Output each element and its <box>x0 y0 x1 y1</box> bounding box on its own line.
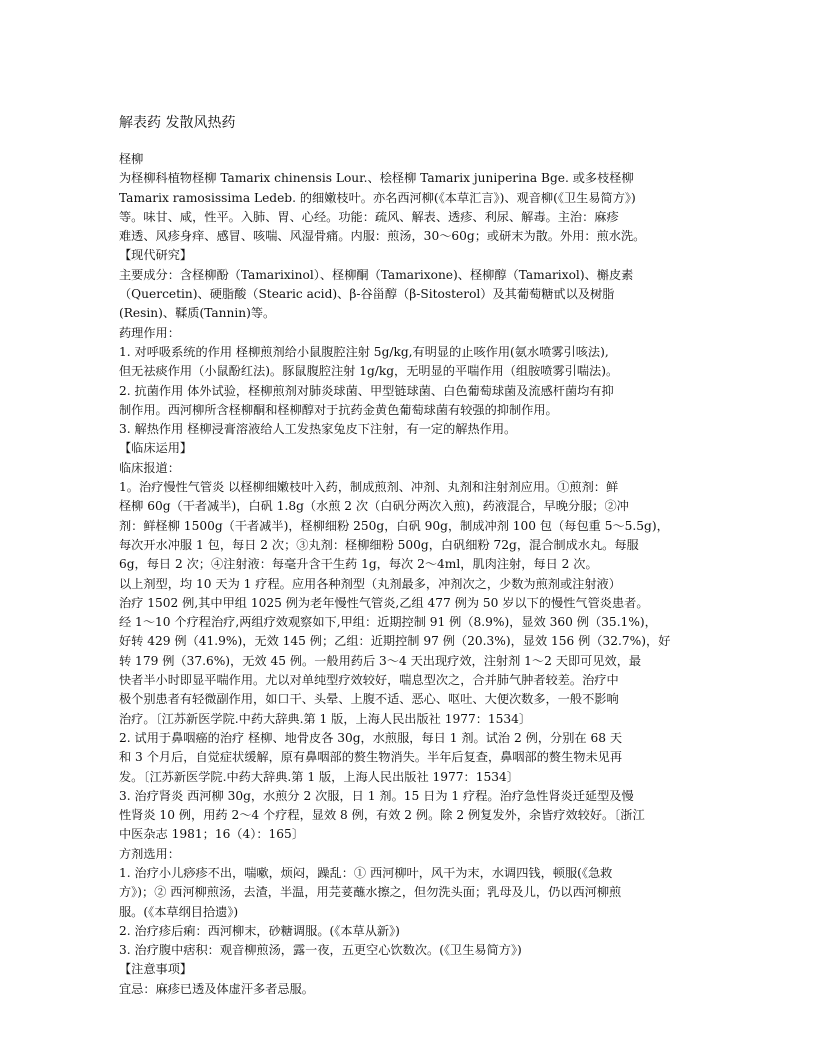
text-line: 方》)；② 西河柳煎汤，去渣，半温，用芫荽蘸水擦之，但勿洗头面；乳母及儿，仍以西河柳煎 <box>119 885 622 900</box>
text-line: Tamarix ramosissima Ledeb. 的细嫩枝叶。亦名西河柳(《本草汇言》)、观音柳(《卫生易简方》) <box>119 190 636 205</box>
text-line: 经 1～10 个疗程治疗,两组疗效观察如下,甲组：近期控制 91 例（8.9%)，显效 360 例（35.1%)， <box>119 615 657 630</box>
text-line: 为柽柳科植物柽柳 Tamarix chinensis Lour.、桧柽柳 Tamarix juniperina Bge. 或多枝柽柳 <box>119 171 634 186</box>
text-line: 2. 试用于鼻咽癌的治疗 柽柳、地骨皮各 30g，水煎服，每日 1 剂。试治 2 例，分别在 68 天 <box>119 730 623 745</box>
text-line: 6g，每日 2 次；④注射液：每毫升含干生药 1g，每次 2～4ml，肌肉注射，每日 2 次。 <box>119 557 598 572</box>
text-line: 【临床运用】 <box>119 441 193 456</box>
text-line: 剂：鲜柽柳 1500g（干者减半)，柽柳细粉 250g，白矾 90g，制成冲剂 100 包（每包重 5～5.5g)， <box>119 518 669 533</box>
text-line: 柽柳 60g（干者减半)，白矾 1.8g（水煎 2 次（白矾分两次入煎)，药液混合，早晚分服；②冲 <box>119 499 629 514</box>
text-line: 但无祛痰作用（小鼠酚红法)。豚鼠腹腔注射 1g/kg，无明显的平喘作用（组胺喷雾引喘法)。 <box>119 364 619 379</box>
text-line: 治疗。〔江苏新医学院.中药大辞典.第 1 版，上海人民出版社 1977：1534〕 <box>119 711 532 726</box>
text-line: 制作用。西河柳所含柽柳酮和柽柳醇对于抗药金黄色葡萄球菌有较强的抑制作用。 <box>119 402 558 417</box>
text-line: 好转 429 例（41.9%)，无效 145 例；乙组：近期控制 97 例（20.3%)，显效 156 例（32.7%)，好 <box>119 634 671 649</box>
text-line: 性肾炎 10 例，用药 2～4 个疗程，显效 8 例，有效 2 例。除 2 例复发外，余皆疗效较好。〔浙江 <box>119 808 645 823</box>
text-line: 主要成分：含柽柳酚（Tamarixinol）、柽柳酮（Tamarixone)、柽柳醇（Tamarixol)、槲皮素 <box>119 267 634 282</box>
text-line: 1. 治疗小儿痧疹不出，喘嗽，烦闷，躁乱：① 西河柳叶，风干为末，水调四钱，顿服(《急救 <box>119 865 613 880</box>
text-line: 3. 解热作用 柽柳浸膏溶液给人工发热家兔皮下注射，有一定的解热作用。 <box>119 422 517 437</box>
text-line: 方剂选用： <box>119 846 180 861</box>
text-line: 临床报道： <box>119 460 180 475</box>
text-line: 难透、风疹身痒、感冒、咳喘、风湿骨痛。内服：煎汤，30～60g；或研末为散。外用：煎水洗。 <box>119 229 646 244</box>
text-line: 3. 治疗肾炎 西河柳 30g，水煎分 2 次服，日 1 剂。15 日为 1 疗程。治疗急性肾炎迁延型及慢 <box>119 788 634 803</box>
text-line: （Quercetin)、硬脂酸（Stearic acid)、β-谷甾醇（β-Sitosterol）及其葡萄糖甙以及树脂 <box>119 287 615 302</box>
text-line: 服。(《本草纲目拾遗》) <box>119 904 239 919</box>
text-line: 2. 抗菌作用 体外试验，柽柳煎剂对肺炎球菌、甲型链球菌、白色葡萄球菌及流感杆菌均有抑 <box>119 383 614 398</box>
text-line: 【现代研究】 <box>119 248 193 263</box>
document-title: 解表药 发散风热药 <box>119 115 236 131</box>
text-line: 以上剂型，均 10 天为 1 疗程。应用各种剂型（丸剂最多，冲剂次之，少数为煎剂或注射液） <box>119 576 621 591</box>
text-line: 中医杂志 1981；16（4）：165〕 <box>119 827 305 842</box>
text-line: 和 3 个月后，自觉症状缓解，原有鼻咽部的赘生物消失。半年后复查，鼻咽部的赘生物未见再 <box>119 750 623 765</box>
text-line: 发。〔江苏新医学院.中药大辞典.第 1 版，上海人民出版社 1977：1534〕 <box>119 769 519 784</box>
text-line: 宜忌：麻疹已透及体虚汗多者忌服。 <box>119 981 314 996</box>
text-line: 药理作用： <box>119 325 180 340</box>
text-line: 柽柳 <box>119 152 144 166</box>
text-line: 快者半小时即显平喘作用。尤以对单纯型疗效较好，喘息型次之，合并肺气肿者较差。治疗中 <box>119 673 619 688</box>
text-line: 每次开水冲服 1 包，每日 2 次；③丸剂：柽柳细粉 500g，白矾细粉 72g，混合制成水丸。每服 <box>119 537 639 552</box>
text-line: 极个别患者有轻微副作用，如口干、头晕、上腹不适、恶心、呕吐、大便次数多，一般不影响 <box>119 692 619 707</box>
text-line: 2. 治疗疹后痢：西河柳末，砂糖调服。(《本草从新》) <box>119 923 400 938</box>
text-line: (Resin)、鞣质(Tannin)等。 <box>119 306 276 321</box>
text-line: 等。味甘、咸，性平。入肺、胃、心经。功能：疏风、解表、透疹、利尿、解毒。主治：麻疹 <box>119 209 619 224</box>
text-line: 转 179 例（37.6%)，无效 45 例。一般用药后 3～4 天出现疗效，注射剂 1～2 天即可见效，最 <box>119 653 642 668</box>
text-line: 【注意事项】 <box>119 962 193 977</box>
text-line: 1. 对呼吸系统的作用 柽柳煎剂给小鼠腹腔注射 5g/kg,有明显的止咳作用(氨水喷雾引咳法), <box>119 344 609 359</box>
document-body <box>119 150 704 999</box>
text-line: 治疗 1502 例,其中甲组 1025 例为老年慢性气管炎,乙组 477 例为 50 岁以下的慢性气管炎患者。 <box>119 595 649 610</box>
text-line: 3. 治疗腹中痞积：观音柳煎汤，露一夜，五更空心饮数次。(《卫生易简方》) <box>119 943 522 958</box>
text-line: 1。治疗慢性气管炎 以柽柳细嫩枝叶入药，制成煎剂、冲剂、丸剂和注射剂应用。①煎剂：鲜 <box>119 480 619 495</box>
